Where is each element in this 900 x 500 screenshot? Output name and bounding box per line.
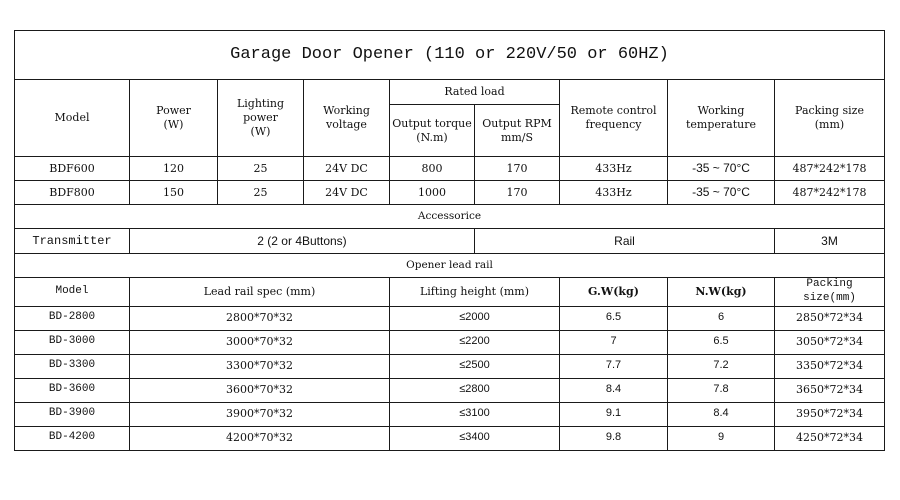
rail-model: BD-2800: [15, 306, 130, 330]
rail-header-spec: Lead rail spec (mm): [130, 278, 390, 307]
rail-model: BD-3600: [15, 378, 130, 402]
lead-rail-label: Opener lead rail: [15, 254, 885, 278]
header-torque-label: Output torque: [392, 116, 472, 130]
rail-height: ≤2200: [390, 330, 560, 354]
rail-nw: 9: [668, 426, 775, 450]
spec-row: [15, 181, 885, 205]
header-voltage-line1: Working: [323, 104, 370, 118]
header-voltage-line2: voltage: [326, 118, 367, 131]
rail-nw: 7.8: [668, 378, 775, 402]
header-rpm: [475, 105, 560, 157]
rail-nw: 8.4: [668, 402, 775, 426]
rail-height: ≤2500: [390, 354, 560, 378]
rail-nw: 6.5: [668, 330, 775, 354]
rail-height: ≤3100: [390, 402, 560, 426]
rail-packing: 4250*72*34: [775, 426, 885, 450]
header-packing-unit: (mm): [814, 118, 845, 131]
lead-rail-header-row: [15, 278, 885, 307]
rail-header-packing: Packing size(mm): [775, 278, 885, 307]
spec-table: [14, 30, 885, 451]
rail-model: BD-3900: [15, 402, 130, 426]
header-lighting-line1: Lighting: [236, 97, 284, 111]
rail-packing: 3350*72*34: [775, 354, 885, 378]
rail-height: ≤2000: [390, 306, 560, 330]
header-remote-line2: frequency: [585, 118, 642, 131]
rail-nw: 7.2: [668, 354, 775, 378]
spec-model: BDF600: [15, 157, 130, 181]
spec-power: 120: [130, 157, 218, 181]
spec-voltage: 24V DC: [304, 181, 390, 205]
rail-spec: 3900*70*32: [130, 402, 390, 426]
title-row: [15, 31, 885, 80]
header-lighting-line2: power: [243, 111, 278, 125]
lead-rail-section-row: [15, 254, 885, 278]
header-temperature-line1: Working: [697, 104, 745, 118]
header-model: Model: [15, 80, 130, 157]
header-torque-unit: (N.m): [416, 130, 448, 144]
header-lighting-unit: (W): [250, 124, 271, 138]
rail-gw: 9.8: [560, 426, 668, 450]
rail-height: ≤3400: [390, 426, 560, 450]
rail-spec: 3300*70*32: [130, 354, 390, 378]
header-power: [130, 80, 218, 157]
rail-spec: 3000*70*32: [130, 330, 390, 354]
spec-packing: 487*242*178: [775, 157, 885, 181]
header-packing: [775, 80, 885, 157]
header-temperature-line2: temperature: [685, 118, 756, 131]
header-voltage: [304, 80, 390, 157]
rail-row: [15, 354, 885, 378]
header-rated-load: Rated load: [390, 80, 560, 105]
spec-torque: 800: [390, 157, 475, 181]
rail-height: ≤2800: [390, 378, 560, 402]
spec-lighting: 25: [218, 157, 304, 181]
spec-packing: 487*242*178: [775, 181, 885, 205]
rail-gw: 7.7: [560, 354, 668, 378]
rail-header-model: Model: [15, 278, 130, 307]
header-temperature: [668, 80, 775, 157]
header-rpm-unit: mm/S: [500, 130, 534, 144]
rail-gw: 8.4: [560, 378, 668, 402]
spec-frequency: 433Hz: [560, 157, 668, 181]
spec-temperature: -35 ~ 70°C: [668, 181, 775, 205]
rail-nw: 6: [668, 306, 775, 330]
rail-value: 3M: [775, 229, 885, 254]
header-rpm-label: Output RPM: [482, 116, 552, 130]
spec-rpm: 170: [475, 181, 560, 205]
rail-header-height: Lifting height (mm): [390, 278, 560, 307]
rail-header-gw: G.W(kg): [560, 278, 668, 307]
rail-model: BD-3000: [15, 330, 130, 354]
rail-model: BD-3300: [15, 354, 130, 378]
header-packing-line1: Packing size: [795, 104, 864, 118]
header-remote-line1: Remote control: [570, 104, 657, 118]
rail-row: [15, 426, 885, 450]
rail-gw: 9.1: [560, 402, 668, 426]
header-power-unit: (W): [163, 118, 184, 131]
rail-packing: 3950*72*34: [775, 402, 885, 426]
rail-gw: 6.5: [560, 306, 668, 330]
accessories-label: Accessorice: [15, 205, 885, 229]
spec-power: 150: [130, 181, 218, 205]
rail-packing: 3650*72*34: [775, 378, 885, 402]
header-power-label: Power: [156, 104, 191, 118]
accessories-row: [15, 229, 885, 254]
rail-spec: 3600*70*32: [130, 378, 390, 402]
spec-row: [15, 157, 885, 181]
header-remote: [560, 80, 668, 157]
spec-rpm: 170: [475, 157, 560, 181]
rail-spec: 4200*70*32: [130, 426, 390, 450]
spec-model: BDF800: [15, 181, 130, 205]
rail-row: [15, 330, 885, 354]
rail-row: [15, 306, 885, 330]
spec-header-row: [15, 80, 885, 105]
header-lighting: [218, 80, 304, 157]
rail-label: Rail: [475, 229, 775, 254]
spec-lighting: 25: [218, 181, 304, 205]
spec-frequency: 433Hz: [560, 181, 668, 205]
transmitter-label: Transmitter: [15, 229, 130, 254]
table-title: Garage Door Opener (110 or 220V/50 or 60HZ): [15, 31, 885, 80]
rail-header-nw: N.W(kg): [668, 278, 775, 307]
header-torque: [390, 105, 475, 157]
rail-packing: 3050*72*34: [775, 330, 885, 354]
rail-row: [15, 378, 885, 402]
spec-torque: 1000: [390, 181, 475, 205]
transmitter-value: 2 (2 or 4Buttons): [130, 229, 475, 254]
accessories-section-row: [15, 205, 885, 229]
rail-packing: 2850*72*34: [775, 306, 885, 330]
spec-temperature: -35 ~ 70°C: [668, 157, 775, 181]
rail-spec: 2800*70*32: [130, 306, 390, 330]
rail-model: BD-4200: [15, 426, 130, 450]
spec-voltage: 24V DC: [304, 157, 390, 181]
rail-row: [15, 402, 885, 426]
rail-gw: 7: [560, 330, 668, 354]
